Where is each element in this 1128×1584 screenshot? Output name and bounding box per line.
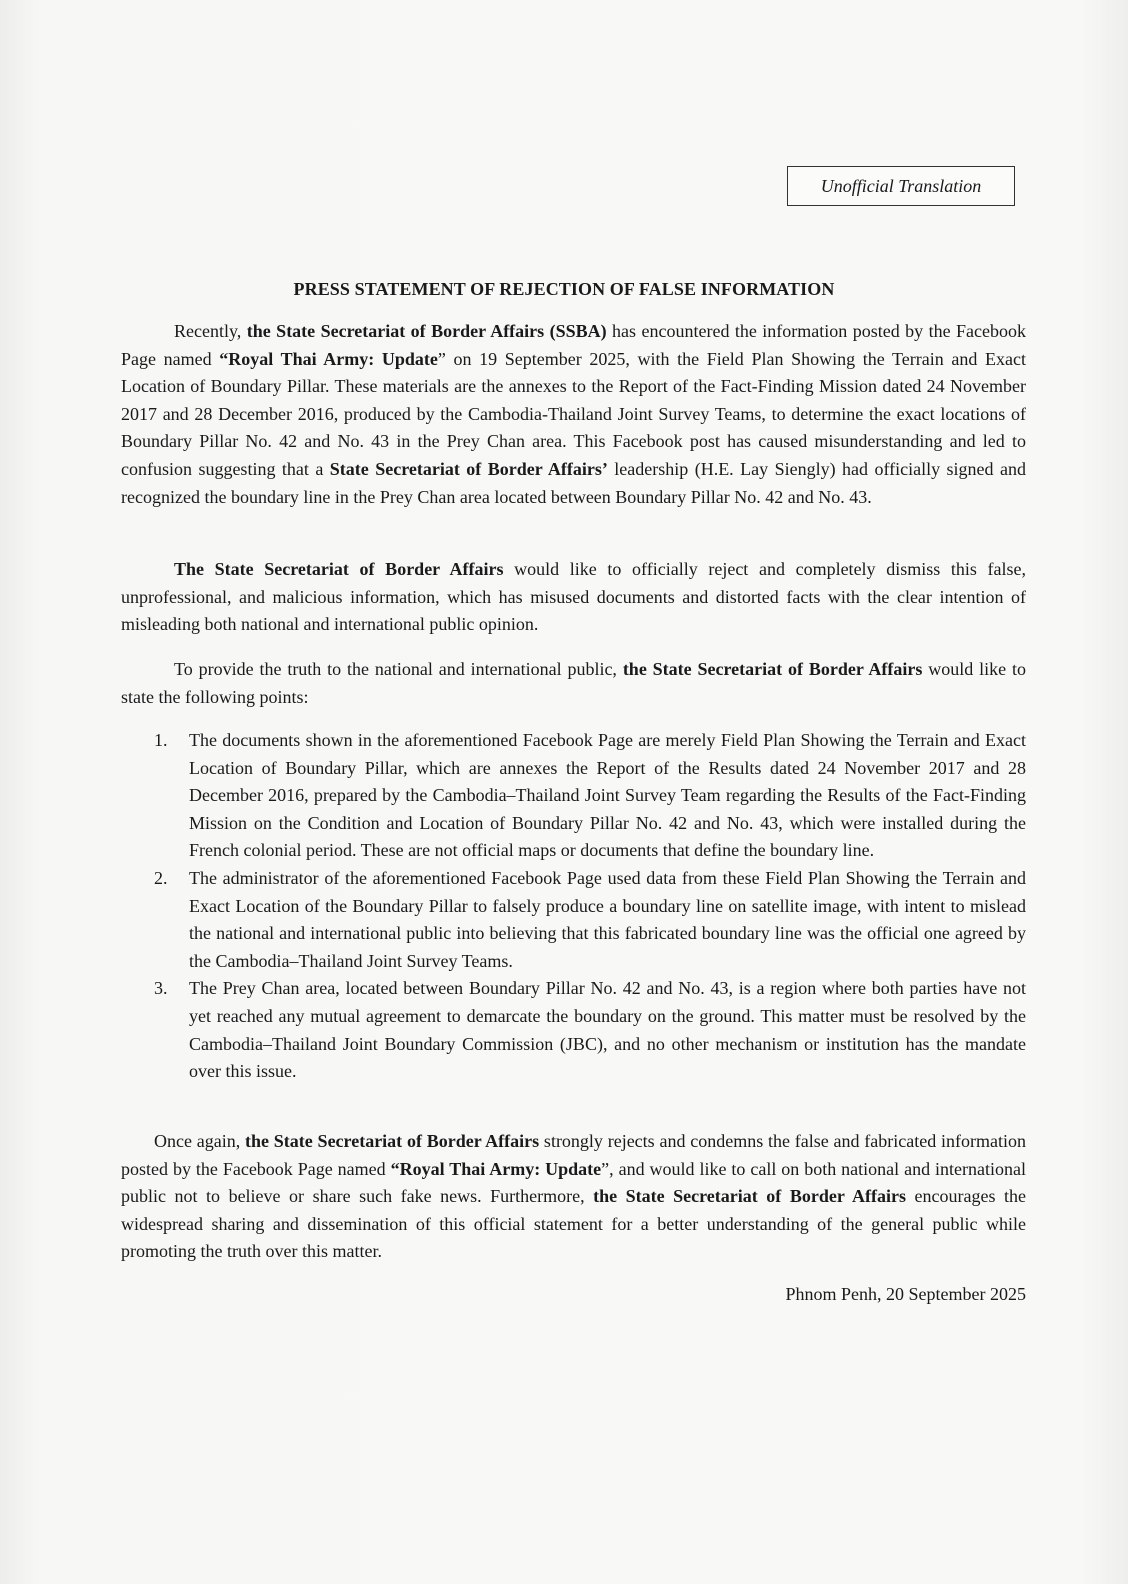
paragraph-1 xyxy=(121,318,1026,511)
paragraph-4 xyxy=(121,1128,1026,1266)
p1-bold-3: State Secretariat of Border Affairs’ xyxy=(329,458,608,479)
list-item-text: The documents shown in the aforementioned Facebook Page are merely Field Plan Showing the Terrain and Exact Location of Boundary Pillar, which are annexes the Report of the Results dated 24 November 2017 and 28 December 2016, prepared by the Cambodia–Thailand Joint Survey Team regarding the Results of the Fact-Finding Mission on the Condition and Location of Boundary Pillar No. 42 and No. 43, which were installed during the French colonial period. These are not official maps or documents that define the boundary line. xyxy=(189,730,1026,861)
place-date-line: Phnom Penh, 20 September 2025 xyxy=(785,1284,1026,1304)
unofficial-translation-text: Unofficial Translation xyxy=(820,175,982,196)
list-item-number: 3. xyxy=(154,978,168,999)
paragraph-3 xyxy=(121,656,1026,711)
list-item-text: The Prey Chan area, located between Boundary Pillar No. 42 and No. 43, is a region where both parties have not yet reached any mutual agreement to demarcate the boundary on the ground. This matter must be resolved by the Cambodia–Thailand Joint Boundary Commission (JBC), and no other mechanism or institution has the mandate over this issue. xyxy=(189,978,1026,1082)
p3-text-2: would like to state the following points: xyxy=(121,659,1026,707)
list-item xyxy=(121,975,1026,1085)
paragraph-2 xyxy=(121,556,1026,639)
p1-text-2: has encountered the information posted by the Facebook Page named xyxy=(121,321,1026,369)
list-item xyxy=(121,727,1026,865)
unofficial-translation-label xyxy=(787,166,1015,206)
p3-text-1: To provide the truth to the national and international public, xyxy=(174,659,623,679)
p4-text-3: ”, and would like to call on both national and international public not to believe or share such fake news. Furthermore, xyxy=(121,1158,1027,1207)
p4-text-4: encourages the widespread sharing and dissemination of this official statement for a better understanding of the general public while promoting the truth over this matter. xyxy=(121,1186,1026,1262)
p4-bold-1: the State Secretariat of Border Affairs xyxy=(245,1131,540,1151)
p4-text-2: strongly rejects and condemns the false and fabricated information posted by the Facebook Page named xyxy=(121,1131,1026,1179)
p1-text-3: ” on 19 September 2025, with the Field Plan Showing the Terrain and Exact Location of Boundary Pillar. These materials are the annexes to the Report of the Fact-Finding Mission dated 24 November 2017 and 28 December 2016, produced by the Cambodia-Thailand Joint Survey Teams, to determine the exact locations of Boundary Pillar No. 42 and No. 43 in the Prey Chan area. This Facebook post has caused misunderstanding and led to confusion suggesting that a xyxy=(121,348,1026,479)
p3-bold-1: the State Secretariat of Border Affairs xyxy=(622,659,923,679)
p1-bold-2: “Royal Thai Army: Update xyxy=(219,348,438,369)
document-title: PRESS STATEMENT OF REJECTION OF FALSE INFORMATION xyxy=(293,279,835,299)
p1-bold-1: the State Secretariat of Border Affairs (SSBA) xyxy=(246,321,607,341)
p1-text-1: Recently, xyxy=(174,321,247,341)
points-list xyxy=(121,727,1026,1086)
list-item xyxy=(121,865,1026,975)
list-item-number: 1. xyxy=(154,730,168,750)
list-item-number: 2. xyxy=(154,867,168,888)
p4-bold-3: the State Secretariat of Border Affairs xyxy=(593,1186,906,1207)
p1-text-4: leadership (H.E. Lay Siengly) had officially signed and recognized the boundary line in the Prey Chan area located between Boundary Pillar No. 42 and No. 43. xyxy=(121,458,1026,507)
p2-text-1: would like to officially reject and completely dismiss this false, unprofessional, and malicious information, which has misused documents and distorted facts with the clear intention of misleading both national and international public opinion. xyxy=(121,559,1026,635)
list-item-text: The administrator of the aforementioned Facebook Page used data from these Field Plan Showing the Terrain and Exact Location of the Boundary Pillar to falsely produce a boundary line on satellite image, with intent to mislead the national and international public into believing that this fabricated boundary line was the official one agreed by the Cambodia–Thailand Joint Survey Teams. xyxy=(189,867,1026,971)
p4-text-1: Once again, xyxy=(154,1131,246,1151)
p2-bold-1: The State Secretariat of Border Affairs xyxy=(174,559,504,579)
p4-bold-2: “Royal Thai Army: Update xyxy=(390,1158,602,1179)
